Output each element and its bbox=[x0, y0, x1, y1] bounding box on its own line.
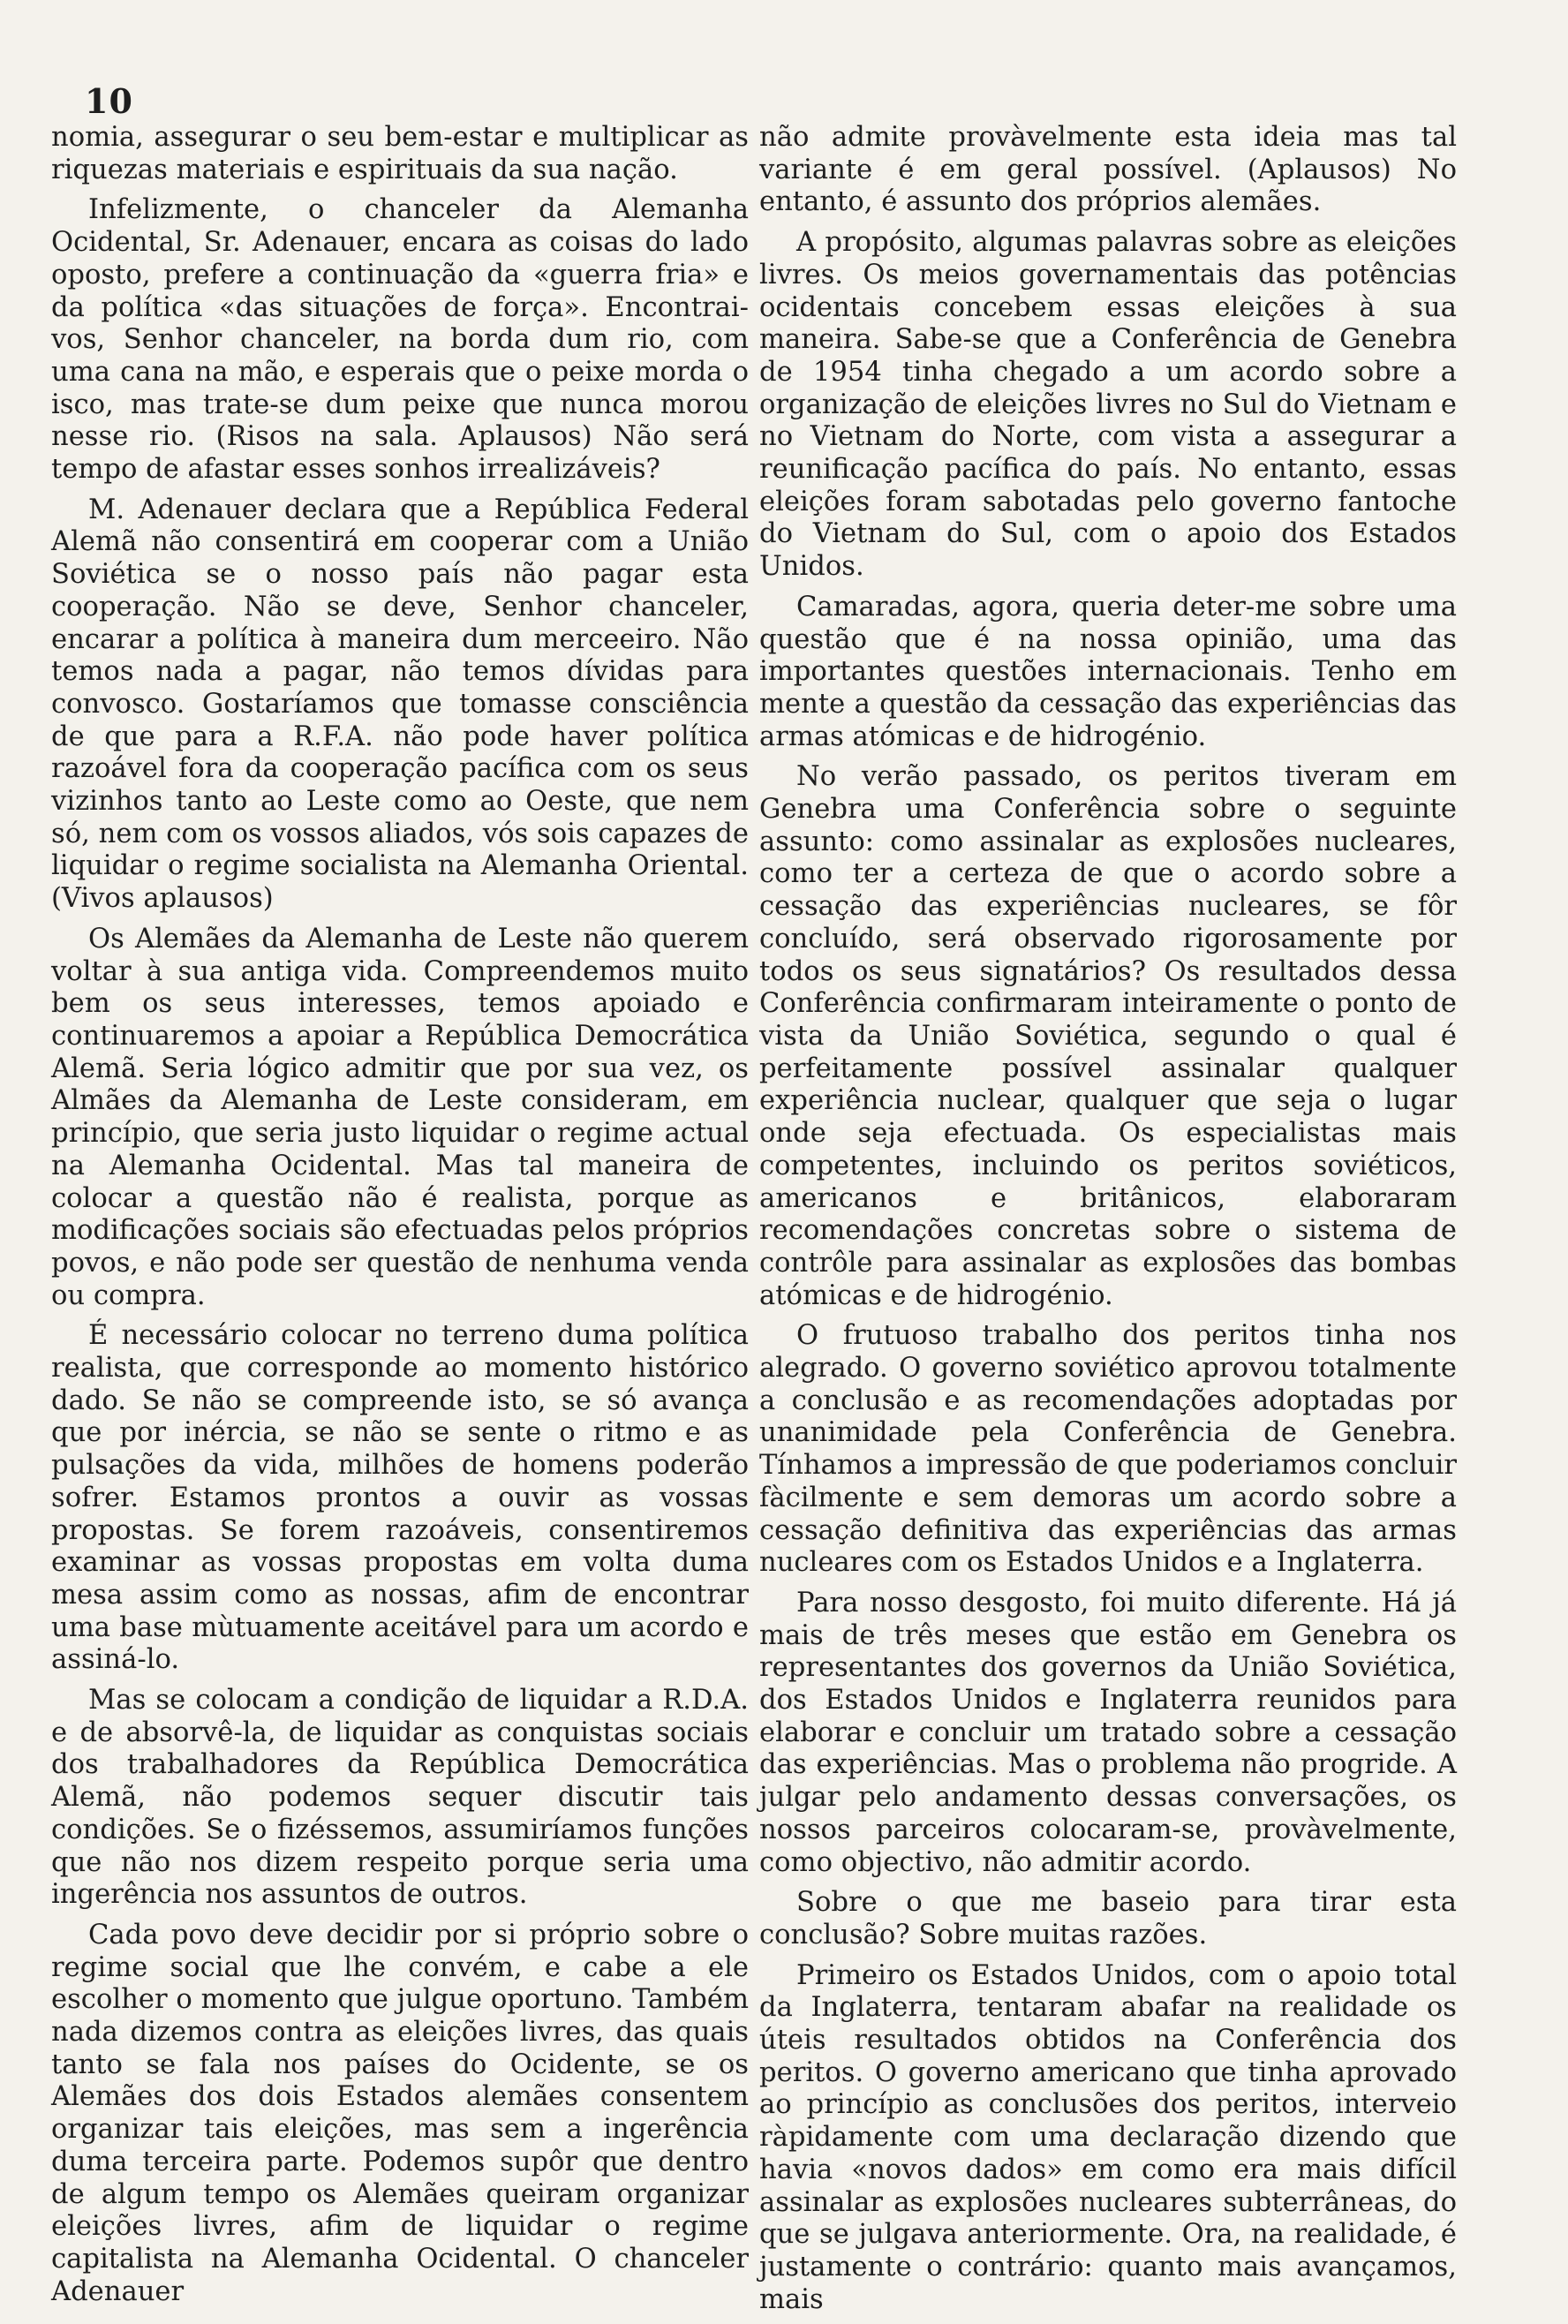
paragraph: Infelizmente, o chanceler da Alemanha Ocidental, Sr. Adenauer, encara as coisas do lado oposto, prefere a continuação da «guerra fria» e da política «das situações de força». Encontrai-vos, Senhor chanceler, na borda dum rio, com uma cana na mão, e esperais que o peixe morda o isco, mas trate-se dum peixe que nunca morou nesse rio. (Risos na sala. Aplausos) Não será tempo de afastar esses sonhos irrealizáveis? bbox=[51, 194, 749, 486]
right-column bbox=[759, 122, 1457, 2324]
paragraph: Primeiro os Estados Unidos, com o apoio total da Inglaterra, tentaram abafar na realidade os úteis resultados obtidos na Conferência dos peritos. O governo americano que tinha aprovado ao princípio as conclusões dos peritos, interveio ràpidamente com uma declaração dizendo que havia «novos dados» em como era mais difícil assinalar as explosões nucleares subterrâneas, do que se julgava anteriormente. Ora, na realidade, é justamente o contrário: quanto mais avançamos, mais bbox=[759, 1959, 1457, 2315]
paragraph: não admite provàvelmente esta ideia mas tal variante é em geral possível. (Aplausos) No entanto, é assunto dos próprios alemães. bbox=[759, 122, 1457, 218]
paragraph: Os Alemães da Alemanha de Leste não querem voltar à sua antiga vida. Compreendemos muito bem os seus interesses, temos apoiado e continuaremos a apoiar a República Democrática Alemã. Seria lógico admitir que por sua vez, os Almães da Alemanha de Leste consideram, em princípio, que seria justo liquidar o regime actual na Alemanha Ocidental. Mas tal maneira de colocar a questão não é realista, porque as modificações sociais são efectuadas pelos próprios povos, e não pode ser questão de nenhuma venda ou compra. bbox=[51, 923, 749, 1311]
paragraph: Para nosso desgosto, foi muito diferente. Há já mais de três meses que estão em Genebra os representantes dos governos da União Soviética, dos Estados Unidos e Inglaterra reunidos para elaborar e concluir um tratado sobre a cessação das experiências. Mas o problema não progride. A julgar pelo andamento dessas conversações, os nossos parceiros colocaram-se, provàvelmente, como objectivo, não admitir acordo. bbox=[759, 1587, 1457, 1878]
paragraph: Camaradas, agora, queria deter-me sobre uma questão que é na nossa opinião, uma das importantes questões internacionais. Tenho em mente a questão da cessação das experiências das armas atómicas e de hidrogénio. bbox=[759, 591, 1457, 752]
paragraph: Mas se colocam a condição de liquidar a R.D.A. e de absorvê-la, de liquidar as conquistas sociais dos trabalhadores da República Democrática Alemã, não podemos sequer discutir tais condições. Se o fizéssemos, assumiríamos funções que não nos dizem respeito porque seria uma ingerência nos assuntos de outros. bbox=[51, 1685, 749, 1911]
paragraph: A propósito, algumas palavras sobre as eleições livres. Os meios governamentais das potências ocidentais concebem essas eleições à sua maneira. Sabe-se que a Conferência de Genebra de 1954 tinha chegado a um acordo sobre a organização de eleições livres no Sul do Vietnam e no Vietnam do Norte, com vista a assegurar a reunificação pacífica do país. No entanto, essas eleições foram sabotadas pelo governo fantoche do Vietnam do Sul, com o apoio dos Estados Unidos. bbox=[759, 227, 1457, 583]
paragraph: No verão passado, os peritos tiveram em Genebra uma Conferência sobre o seguinte assunto: como assinalar as explosões nucleares, como ter a certeza de que o acordo sobre a cessação das experiências nucleares, se fôr concluído, será observado rigorosamente por todos os seus signatários? Os resultados dessa Conferência confirmaram inteiramente o ponto de vista da União Soviética, segundo o qual é perfeitamente possível assinalar qualquer experiência nuclear, qualquer que seja o lugar onde seja efectuada. Os especialistas mais competentes, incluindo os peritos soviéticos, americanos e britânicos, elaboraram recomendações concretas sobre o sistema de contrôle para assinalar as explosões das bombas atómicas e de hidrogénio. bbox=[759, 761, 1457, 1311]
paragraph: nomia, assegurar o seu bem-estar e multiplicar as riquezas materiais e espirituais da sua nação. bbox=[51, 122, 749, 185]
paragraph: Cada povo deve decidir por si próprio sobre o regime social que lhe convém, e cabe a ele escolher o momento que julgue oportuno. Também nada dizemos contra as eleições livres, das quais tanto se fala nos países do Ocidente, se os Alemães dos dois Estados alemães consentem organizar tais eleições, mas sem a ingerência duma terceira parte. Podemos supôr que dentro de algum tempo os Alemães queiram organizar eleições livres, afim de liquidar o regime capitalista na Alemanha Ocidental. O chanceler Adenauer bbox=[51, 1919, 749, 2307]
paragraph: O frutuoso trabalho dos peritos tinha nos alegrado. O governo soviético aprovou totalmente a conclusão e as recomendações adoptadas por unanimidade pela Conferência de Genebra. Tínhamos a impressão de que poderiamos concluir fàcilmente e sem demoras um acordo sobre a cessação definitiva das experiências das armas nucleares com os Estados Unidos e a Inglaterra. bbox=[759, 1320, 1457, 1579]
paragraph: Sobre o que me baseio para tirar esta conclusão? Sobre muitas razões. bbox=[759, 1887, 1457, 1950]
paragraph: É necessário colocar no terreno duma política realista, que corresponde ao momento histórico dado. Se não se compreende isto, se só avança que por inércia, se não se sente o ritmo e as pulsações da vida, milhões de homens poderão sofrer. Estamos prontos a ouvir as vossas propostas. Se forem razoáveis, consentiremos examinar as vossas propostas em volta duma mesa assim como as nossas, afim de encontrar uma base mùtuamente aceitável para um acordo e assiná-lo. bbox=[51, 1320, 749, 1676]
left-column bbox=[51, 122, 749, 2316]
page-number: 10 bbox=[85, 81, 133, 121]
paragraph: M. Adenauer declara que a República Federal Alemã não consentirá em cooperar com a União Soviética se o nosso país não pagar esta cooperação. Não se deve, Senhor chanceler, encarar a política à maneira dum merceeiro. Não temos nada a pagar, não temos dívidas para convosco. Gostaríamos que tomasse consciência de que para a R.F.A. não pode haver política razoável fora da cooperação pacífica com os seus vizinhos tanto ao Leste como ao Oeste, que nem só, nem com os vossos aliados, vós sois capazes de liquidar o regime socialista na Alemanha Oriental. (Vivos aplausos) bbox=[51, 494, 749, 915]
